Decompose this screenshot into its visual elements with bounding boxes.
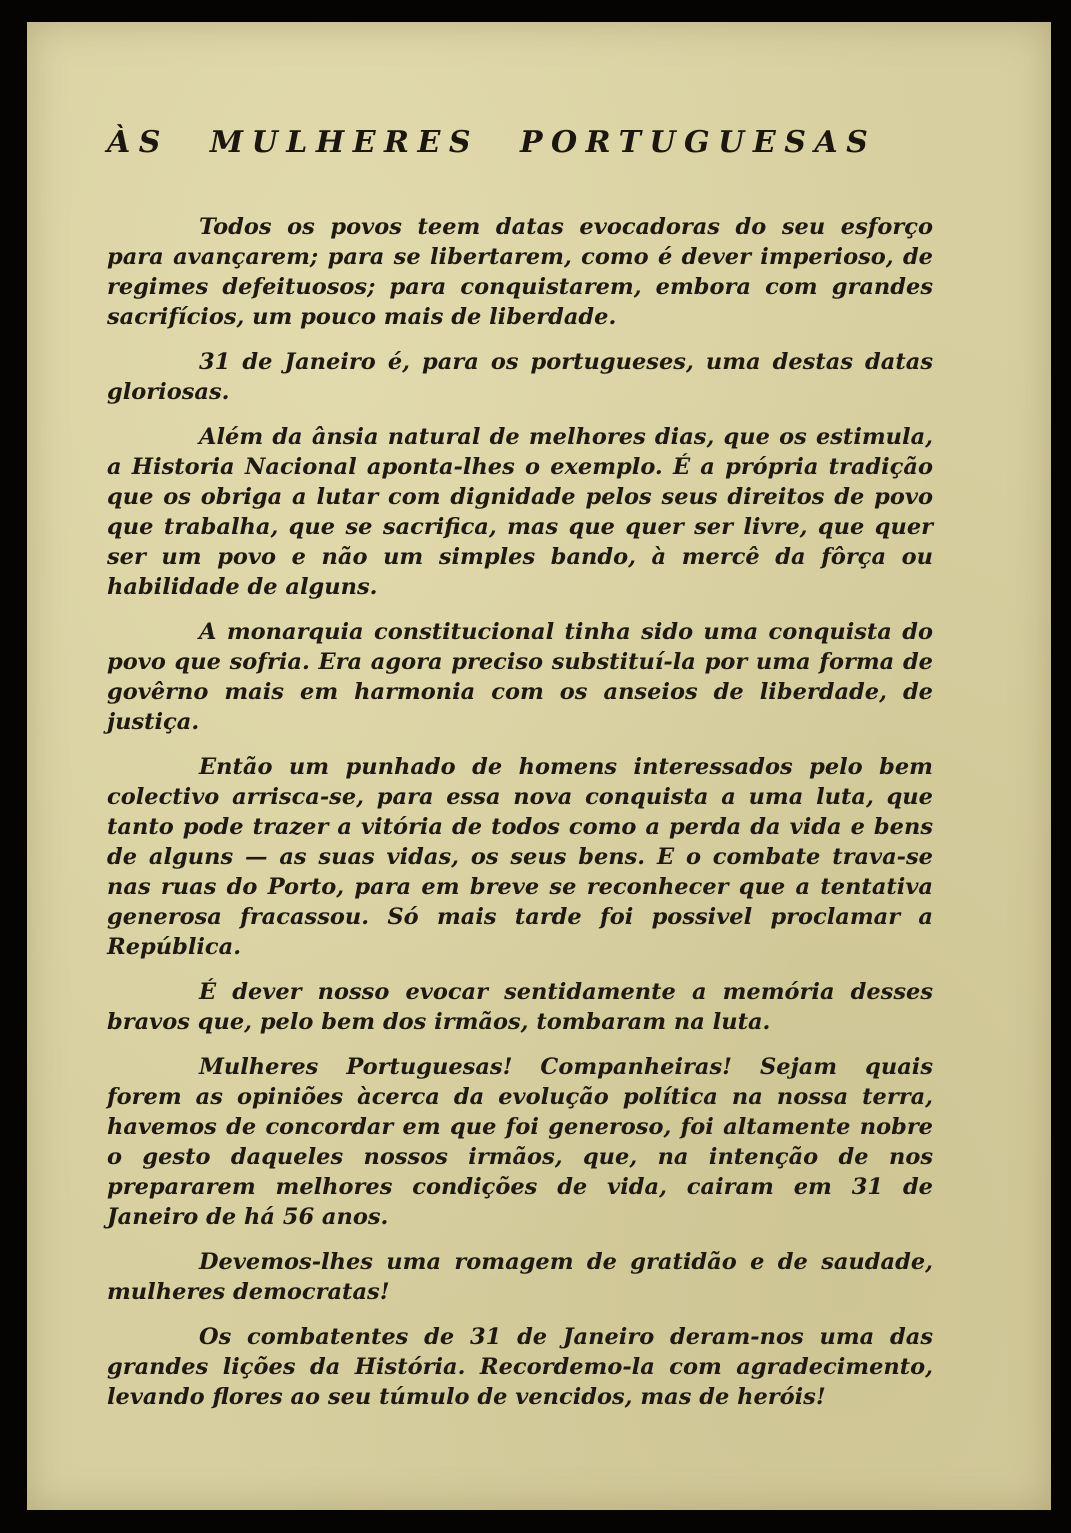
paragraph-8: Devemos-lhes uma romagem de gratidão e de saudade, mulheres democratas! xyxy=(107,1249,933,1305)
paragraph-5: Então um punhado de homens interessados pelo bem colectivo arrisca-se, para essa nova conquista a uma luta, que tanto pode trazer a vitória de todos como a perda da vida e bens de alguns — as suas vidas, os seus bens. E o combate trava-se nas ruas do Porto, para em breve se reconhecer que a tentativa generosa fracassou. Só mais tarde foi possivel proclamar a República. xyxy=(107,754,933,960)
paragraph-3: Além da ânsia natural de melhores dias, que os estimula, a Historia Nacional aponta-lhes o exemplo. É a própria tradição que os obriga a lutar com dignidade pelos seus direitos de povo que trabalha, que se sacrifica, mas que quer ser livre, que quer ser um povo e não um simples bando, à mercê da fôrça ou habilidade de alguns. xyxy=(107,424,933,600)
paragraph-6: É dever nosso evocar sentidamente a memória desses bravos que, pelo bem dos irmãos, tombaram na luta. xyxy=(107,979,933,1035)
paragraph-2: 31 de Janeiro é, para os portugueses, uma destas datas gloriosas. xyxy=(107,349,933,405)
paragraph-4: A monarquia constitucional tinha sido uma conquista do povo que sofria. Era agora preciso substituí-la por uma forma de govêrno mais em harmonia com os anseios de liberdade, de justiça. xyxy=(107,619,933,735)
paragraph-1: Todos os povos teem datas evocadoras do seu esforço para avançarem; para se libertarem, como é dever imperioso, de regimes defeituosos; para conquistarem, embora com grandes sacrifícios, um pouco mais de liberdade. xyxy=(107,214,933,330)
paragraph-7: Mulheres Portuguesas! Companheiras! Sejam quais forem as opiniões àcerca da evolução política na nossa terra, havemos de concordar em que foi generoso, foi altamente nobre o gesto daqueles nossos irmãos, que, na intenção de nos prepararem melhores condições de vida, cairam em 31 de Janeiro de há 56 anos. xyxy=(107,1054,933,1230)
leaflet-body xyxy=(107,212,933,1427)
leaflet-title: ÀS MULHERES PORTUGUESAS xyxy=(107,125,877,160)
paragraph-9: Os combatentes de 31 de Janeiro deram-nos uma das grandes lições da História. Recordemo-la com agradecimento, levando flores ao seu túmulo de vencidos, mas de heróis! xyxy=(107,1324,933,1410)
